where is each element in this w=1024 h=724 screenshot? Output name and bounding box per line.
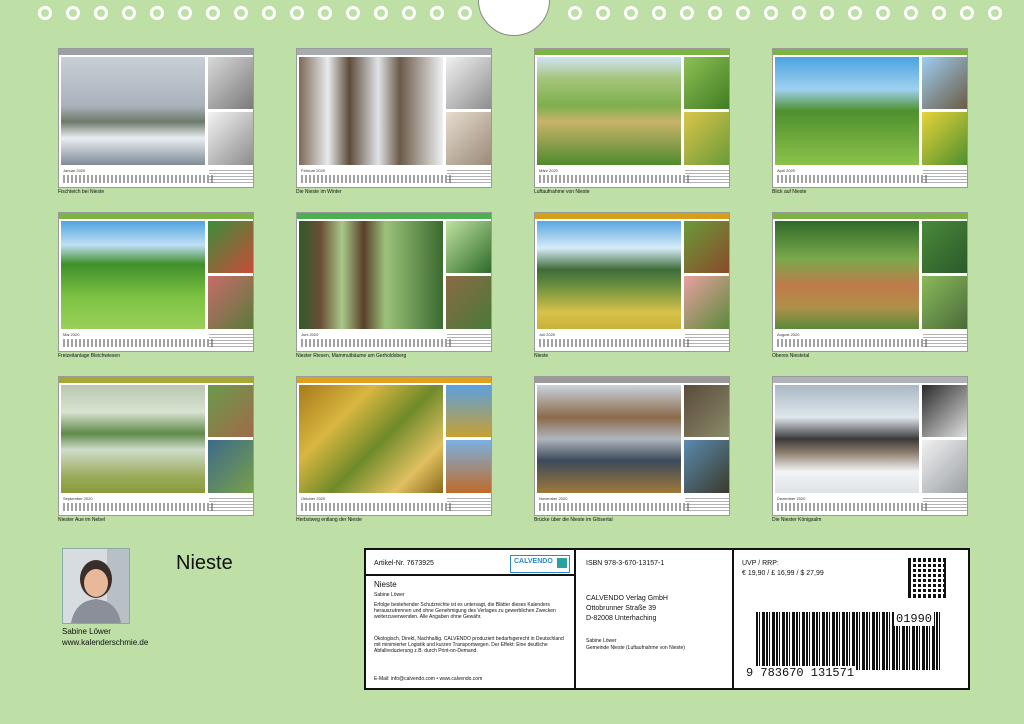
thumbnail-caption: Blick auf Nieste	[772, 189, 807, 195]
color-band	[59, 377, 253, 383]
credit-cover: Gemeinde Nieste (Luftaufnahme von Nieste)	[586, 645, 685, 651]
month-label: März 2020	[539, 168, 558, 173]
article-number: Artikel-Nr. 7673925	[374, 560, 434, 567]
binder-hole	[206, 6, 220, 20]
binder-hole	[708, 6, 722, 20]
thumbnail-caption: Brücke über die Nieste im Glösertal	[534, 517, 613, 523]
side-photo	[208, 221, 253, 273]
credit-author: Sabine Löwer	[586, 638, 617, 644]
photo-note	[685, 334, 729, 348]
color-band	[535, 377, 729, 383]
binder-hole	[262, 6, 276, 20]
main-photo	[775, 221, 919, 329]
price-label: UVP / RRP:	[742, 560, 779, 567]
calendar-days-row	[301, 503, 451, 511]
binder-hole	[820, 6, 834, 20]
barcode-addon-number: 01990	[896, 612, 933, 626]
side-photo	[446, 385, 491, 437]
publisher-name: CALVENDO Verlag GmbH	[586, 595, 668, 602]
month-label: Dezember 2020	[777, 496, 806, 501]
side-photo	[922, 440, 967, 493]
month-label: Februar 2020	[301, 168, 326, 173]
month-label: November 2020	[539, 496, 568, 501]
calendar-days-row	[63, 339, 213, 347]
month-label: Juli 2020	[539, 332, 556, 337]
calendar-days-row	[301, 339, 451, 347]
side-photo	[208, 440, 253, 493]
color-band	[773, 49, 967, 55]
calvendo-logo	[510, 555, 570, 573]
thumbnail-caption: Nieste	[534, 353, 549, 359]
side-photo	[446, 112, 491, 165]
binder-hole	[178, 6, 192, 20]
month-thumbnail	[772, 48, 968, 188]
eco-notice: Ökologisch, Direkt, Nachhaltig. CALVENDO produziert bedarfsgerecht in Deutschland mit minimierter Logistik und kurzen Transportwegen. Der Effekt: Eine deutliche Abfallreduzierung z.B. durch Print-on-Demand.	[374, 636, 564, 654]
calendar-days-row	[301, 175, 451, 183]
calendar-days-row	[539, 175, 689, 183]
calendar-days-row	[777, 339, 927, 347]
thumbnail-caption: Die Niester Königsalm	[772, 517, 822, 523]
main-photo	[299, 57, 443, 165]
month-label: Juni 2020	[301, 332, 319, 337]
month-thumbnail	[772, 376, 968, 516]
publisher-city: D-82008 Unterhaching	[586, 615, 657, 622]
calendar-days-row	[63, 503, 213, 511]
main-photo	[299, 221, 443, 329]
price-barcode-column	[734, 550, 970, 688]
side-photo	[922, 276, 967, 329]
contact-email: E-Mail: info@calvendo.com • www.calvendo.com	[374, 676, 483, 682]
main-photo	[775, 385, 919, 493]
color-band	[297, 377, 491, 383]
month-thumbnail	[58, 376, 254, 516]
side-photo	[922, 221, 967, 273]
main-photo	[299, 385, 443, 493]
barcode-digits: 9 783670 131571	[746, 666, 855, 680]
side-photo	[922, 385, 967, 437]
color-band	[535, 49, 729, 55]
thumbnail-caption: Niester Aue im Nebel	[58, 517, 105, 523]
photo-note	[447, 334, 491, 348]
binder-hole	[402, 6, 416, 20]
binder-hole	[290, 6, 304, 20]
publisher-street: Ottobrunner Straße 39	[586, 605, 657, 612]
photo-note	[923, 334, 967, 348]
isbn: ISBN 978-3-670-13157-1	[586, 560, 665, 567]
binder-hole	[876, 6, 890, 20]
binder-hole	[932, 6, 946, 20]
color-band	[773, 377, 967, 383]
photo-note	[685, 170, 729, 184]
month-thumbnail	[296, 376, 492, 516]
month-thumbnail	[296, 48, 492, 188]
color-band	[297, 213, 491, 219]
binder-hole	[458, 6, 472, 20]
binder-hole	[346, 6, 360, 20]
binder-hole	[596, 6, 610, 20]
color-band	[535, 213, 729, 219]
side-photo	[684, 57, 729, 109]
binder-hole	[430, 6, 444, 20]
binder-hole	[94, 6, 108, 20]
photo-note	[209, 498, 253, 512]
month-label: Januar 2020	[63, 168, 86, 173]
month-label: Mai 2020	[63, 332, 80, 337]
thumbnail-caption: Oberes Niestetal	[772, 353, 810, 359]
main-photo	[61, 221, 205, 329]
author-website-link[interactable]: www.kalenderschmie.de	[62, 638, 149, 647]
binder-hole	[568, 6, 582, 20]
binder-hole	[318, 6, 332, 20]
binder-hole	[374, 6, 388, 20]
side-photo	[922, 57, 967, 109]
binder-hole	[652, 6, 666, 20]
month-thumbnail	[296, 212, 492, 352]
color-band	[773, 213, 967, 219]
binder-hole	[234, 6, 248, 20]
month-thumbnail	[772, 212, 968, 352]
calendar-days-row	[539, 503, 689, 511]
binder-hole	[680, 6, 694, 20]
side-photo	[208, 112, 253, 165]
binder-hole	[736, 6, 750, 20]
info-author: Sabine Löwer	[374, 592, 405, 598]
binder-hole	[150, 6, 164, 20]
main-photo	[61, 57, 205, 165]
month-label: Oktober 2020	[301, 496, 326, 501]
color-band	[59, 213, 253, 219]
binder-hole	[764, 6, 778, 20]
thumbnail-caption: Niester Riesen, Mammutbäume am Gerholdsberg	[296, 353, 407, 359]
side-photo	[684, 276, 729, 329]
month-label: April 2020	[777, 168, 796, 173]
binder-hole	[624, 6, 638, 20]
main-photo	[775, 57, 919, 165]
price-value: € 19,90 / £ 16,99 / $ 27,99	[742, 570, 824, 577]
side-photo	[208, 57, 253, 109]
month-label: August 2020	[777, 332, 800, 337]
divider	[574, 550, 576, 688]
side-photo	[684, 221, 729, 273]
side-photo	[684, 440, 729, 493]
side-photo	[446, 57, 491, 109]
calendar-days-row	[63, 175, 213, 183]
author-name: Sabine Löwer	[62, 627, 111, 636]
binder-hole	[792, 6, 806, 20]
calendar-days-row	[539, 339, 689, 347]
photo-note	[447, 498, 491, 512]
month-thumbnail	[58, 48, 254, 188]
binder-hole	[960, 6, 974, 20]
thumbnail-caption: Luftaufnahme von Nieste	[534, 189, 590, 195]
side-photo	[446, 221, 491, 273]
main-photo	[537, 57, 681, 165]
side-photo	[208, 385, 253, 437]
photo-note	[209, 334, 253, 348]
thumbnail-caption: Fischteich bei Nieste	[58, 189, 105, 195]
author-photo	[62, 548, 130, 624]
binder-hole	[848, 6, 862, 20]
binder-hole	[38, 6, 52, 20]
calendar-days-row	[777, 175, 927, 183]
side-photo	[446, 440, 491, 493]
hanger-cutout	[478, 0, 550, 36]
calendar-days-row	[777, 503, 927, 511]
photo-note	[209, 170, 253, 184]
main-photo	[537, 385, 681, 493]
product-info-box	[364, 548, 970, 690]
calvendo-logo-text: CALVENDO	[514, 558, 553, 565]
photo-note	[447, 170, 491, 184]
color-band	[297, 49, 491, 55]
rights-notice: Erfolge bestehender Schutzrechte ist es untersagt, die Blätter dieses Kalenders herauszutrennen und ohne Genehmigung des Verlages zu gewerblichen Zwecken weiterzuverwenden. Alle Angaben ohne Gewähr.	[374, 602, 556, 620]
divider	[366, 574, 574, 576]
month-thumbnail	[58, 212, 254, 352]
side-photo	[684, 385, 729, 437]
month-thumbnail	[534, 48, 730, 188]
side-photo	[446, 276, 491, 329]
info-title: Nieste	[374, 580, 397, 589]
main-photo	[61, 385, 205, 493]
thumbnail-caption: Freizeitanlage Bleichwiesen	[58, 353, 120, 359]
color-band	[59, 49, 253, 55]
month-thumbnail	[534, 212, 730, 352]
side-photo	[208, 276, 253, 329]
month-thumbnail	[534, 376, 730, 516]
photo-note	[923, 498, 967, 512]
side-photo	[684, 112, 729, 165]
month-label: September 2020	[63, 496, 93, 501]
photo-note	[923, 170, 967, 184]
photo-note	[685, 498, 729, 512]
main-photo	[537, 221, 681, 329]
thumbnail-caption: Herbstweg entlang der Nieste	[296, 517, 362, 523]
qr-code	[908, 558, 948, 598]
calendar-title: Nieste	[176, 552, 233, 574]
binder-hole	[904, 6, 918, 20]
binder-hole	[66, 6, 80, 20]
thumbnail-caption: Die Nieste im Winter	[296, 189, 342, 195]
side-photo	[922, 112, 967, 165]
binder-hole	[122, 6, 136, 20]
binder-hole	[988, 6, 1002, 20]
